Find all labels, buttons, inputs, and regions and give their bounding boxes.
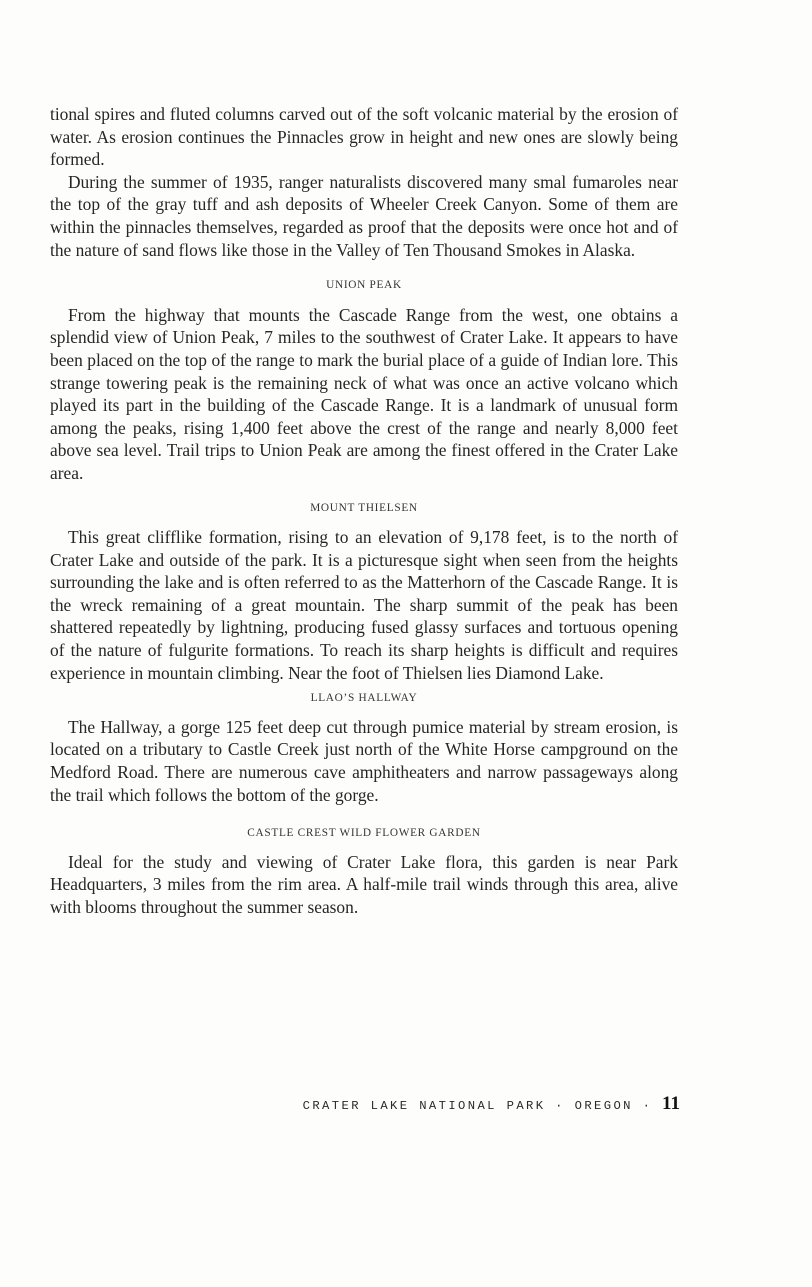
mount-thielsen-paragraph: This great clifflike formation, rising to an elevation of 9,178 feet, is to the north of Crater Lake and outside of the park. It is a picturesque sight when seen from the heights surrounding the lake and is often referred to as the Matterhorn of the Cascade Range. It is the wreck remaining of a great mountain. The sharp summit of the peak has been shattered repeatedly by lightning, producing fused glassy surfaces and tortuous opening of the nature of fulgurite formations. To reach its sharp heights is difficult and requires experience in mountain climbing. Near the foot of Thielsen lies Diamond Lake. xyxy=(50,527,678,683)
fumaroles-paragraph: During the summer of 1935, ranger naturalists discovered many smal fumaroles near the top of the gray tuff and ash deposits of Wheeler Creek Canyon. Some of them are within the pinnacles themselves, regarded as proof that the deposits were once hot and of the nature of sand flows like those in the Valley of Ten Thousand Smokes in Alaska. xyxy=(50,171,678,260)
running-title: CRATER LAKE NATIONAL PARK · OREGON · xyxy=(302,1099,663,1113)
llaos-hallway-paragraph: The Hallway, a gorge 125 feet deep cut through pumice material by stream erosion, is located on a tributary to Castle Creek just north of the White Horse campground on the Medford Road. There are numerous cave amphitheaters and narrow passageways along the trail which follows the bottom of the gorge. xyxy=(50,716,678,805)
continued-paragraph: tional spires and fluted columns carved out of the soft volcanic material by the erosion of water. As erosion continues the Pinnacles grow in height and new ones are slowly being formed. xyxy=(50,104,678,170)
union-peak-paragraph: From the highway that mounts the Cascade Range from the west, one obtains a splendid view of Union Peak, 7 miles to the southwest of Crater Lake. It appears to have been placed on the top of the range to mark the burial place of a guide of Indian lore. This strange towering peak is the remaining neck of what was once an active volcano which played its part in the building of the Cascade Range. It is a landmark of unusual form among the peaks, rising 1,400 feet above the crest of the range and nearly 8,000 feet above sea level. Trail trips to Union Peak are among the finest offered in the Crater Lake area. xyxy=(50,304,678,483)
section-heading-mount-thielsen: MOUNT THIELSEN xyxy=(310,501,418,514)
castle-crest-paragraph: Ideal for the study and viewing of Crater Lake flora, this garden is near Park Headquarters, 3 miles from the rim area. A half-mile trail winds through this area, alive with blooms throughout the summer season. xyxy=(50,851,678,917)
page-footer xyxy=(240,1093,680,1115)
section-heading-castle-crest: CASTLE CREST WILD FLOWER GARDEN xyxy=(247,827,481,840)
page-body xyxy=(50,103,678,919)
section-heading-llaos-hallway: LLAO’S HALLWAY xyxy=(310,692,418,705)
page-number: 11 xyxy=(662,1093,680,1114)
section-heading-union-peak: UNION PEAK xyxy=(326,279,402,292)
